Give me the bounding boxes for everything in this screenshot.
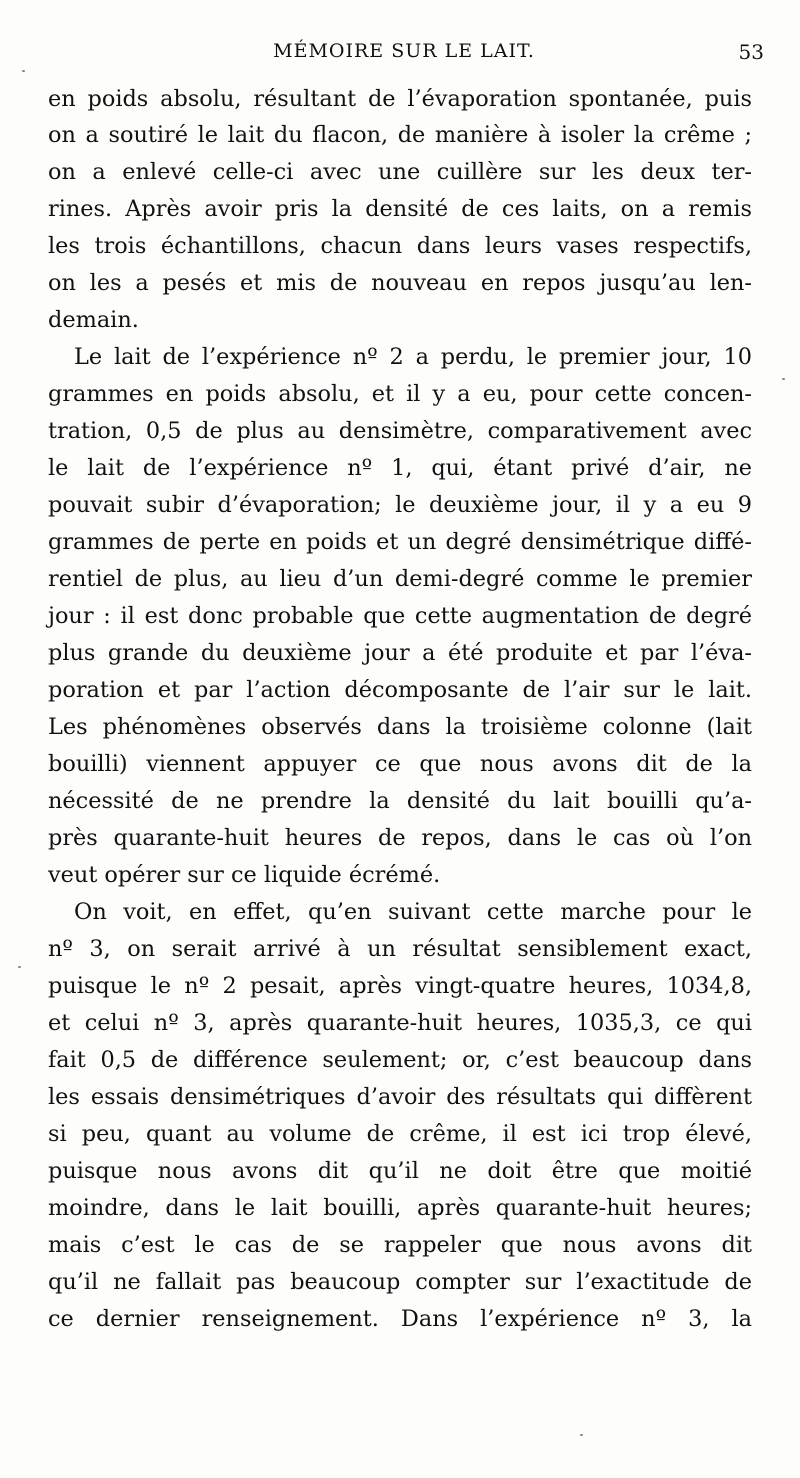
text-line: jour : il est donc probable que cette augmentation de degré (48, 603, 752, 629)
text-line: Le lait de l’expérience nº 2 a perdu, le premier jour, 10 (74, 344, 752, 370)
text-line: le lait de l’expérience nº 1, qui, étant privé d’air, ne (48, 455, 752, 481)
text-line: Les phénomènes observés dans la troisième colonne (lait (48, 714, 752, 740)
text-line: mais c’est le cas de se rappeler que nous avons dit (48, 1232, 752, 1258)
text-line: et celui nº 3, après quarante-huit heures, 1035,3, ce qui (48, 1010, 752, 1036)
ink-speck (782, 378, 785, 380)
text-line: fait 0,5 de différence seulement; or, c’est beaucoup dans (48, 1047, 752, 1073)
text-line: bouilli) viennent appuyer ce que nous avons dit de la (48, 751, 752, 777)
text-line: veut opérer sur ce liquide écrémé. (48, 862, 441, 888)
text-line: demain. (48, 307, 139, 333)
text-line: grammes de perte en poids et un degré densimétrique diffé- (48, 529, 752, 555)
running-head (44, 40, 764, 70)
text-line: plus grande du deuxième jour a été produite et par l’éva- (48, 640, 752, 666)
text-line: puisque nous avons dit qu’il ne doit être que moitié (48, 1158, 752, 1184)
text-line: nécessité de ne prendre la densité du lait bouilli qu’a- (48, 788, 752, 814)
text-line: rentiel de plus, au lieu d’un demi-degré comme le premier (48, 566, 752, 592)
ink-speck (22, 70, 25, 72)
text-line: on les a pesés et mis de nouveau en repos jusqu’au len- (48, 270, 752, 296)
text-line: rines. Après avoir pris la densité de ces laits, on a remis (48, 196, 752, 222)
text-line: grammes en poids absolu, et il y a eu, pour cette concen- (48, 381, 752, 407)
text-line: qu’il ne fallait pas beaucoup compter sur l’exactitude de (48, 1269, 752, 1295)
text-line: en poids absolu, résultant de l’évaporation spontanée, puis (48, 86, 752, 112)
running-title: MÉMOIRE SUR LE LAIT. (273, 40, 535, 62)
text-line: poration et par l’action décomposante de l’air sur le lait. (48, 677, 752, 703)
ink-speck (580, 1434, 583, 1436)
text-line: tration, 0,5 de plus au densimètre, comparativement avec (48, 418, 752, 444)
text-line: ce dernier renseignement. Dans l’expérience nº 3, la (48, 1306, 752, 1332)
text-line: pouvait subir d’évaporation; le deuxième jour, il y a eu 9 (48, 492, 752, 518)
text-line: nº 3, on serait arrivé à un résultat sensiblement exact, (48, 936, 752, 962)
text-line: On voit, en effet, qu’en suivant cette marche pour le (74, 899, 752, 925)
text-line: puisque le nº 2 pesait, après vingt-quatre heures, 1034,8, (48, 973, 752, 999)
text-line: les essais densimétriques d’avoir des résultats qui diffèrent (48, 1084, 752, 1110)
text-line: près quarante-huit heures de repos, dans le cas où l’on (48, 825, 752, 851)
text-line: moindre, dans le lait bouilli, après quarante-huit heures; (48, 1195, 752, 1221)
text-line: on a soutiré le lait du flacon, de manière à isoler la crême ; (48, 122, 752, 148)
text-line: les trois échantillons, chacun dans leurs vases respectifs, (48, 233, 752, 259)
text-line: on a enlevé celle-ci avec une cuillère sur les deux ter- (48, 159, 752, 185)
ink-speck (18, 966, 21, 968)
text-line: si peu, quant au volume de crême, il est ici trop élevé, (48, 1121, 752, 1147)
page-number: 53 (738, 40, 764, 64)
